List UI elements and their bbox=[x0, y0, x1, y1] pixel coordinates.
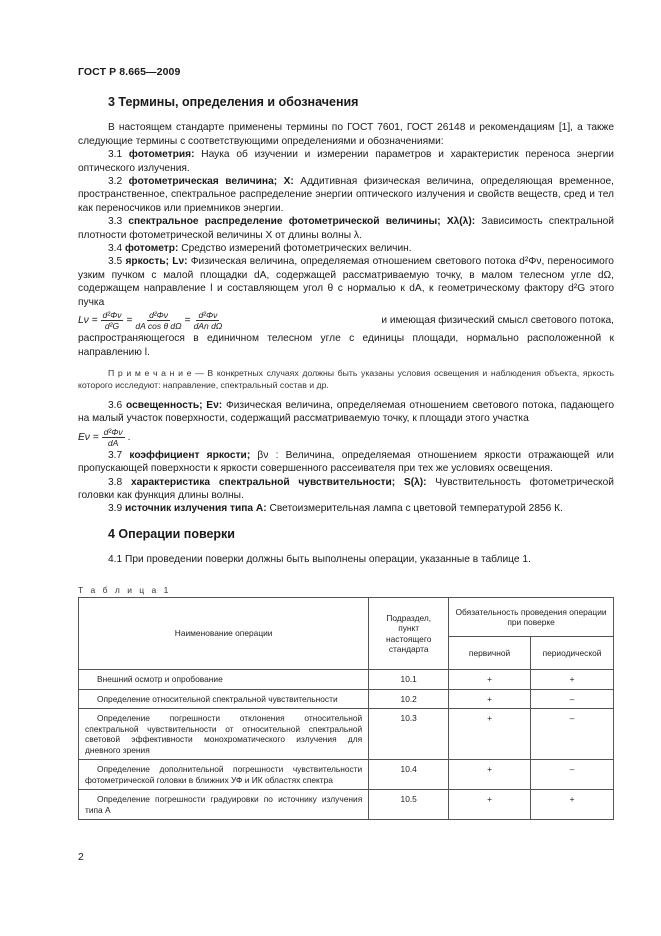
term-3-7: 3.7 коэффициент яркости; βν : Величина, определяемая отношением яркости отражающей или пропускающей поверхности к яркости совершенного рассеивателя при тех же условиях освещения. bbox=[78, 449, 614, 475]
term-3-8-name: характеристика спектральной чувствительности; S(λ): bbox=[130, 476, 427, 488]
operations-table bbox=[78, 597, 614, 820]
term-3-1: 3.1 фотометрия: Наука об изучении и измерении параметров и характеристик переноса энергии оптического излучения. bbox=[78, 149, 614, 174]
illuminance-formula: Eν = $\frac{\text{d²Φν}}{dA}$ . bbox=[78, 426, 131, 448]
term-3-7-name: коэффициент яркости; bbox=[129, 449, 251, 461]
section-3-intro: В настоящем стандарте применены термины по ГОСТ 7601, ГОСТ 26148 и рекомендациям [1], а также следующие термины с соответствующими определениями и обозначениями: bbox=[78, 122, 614, 147]
luminance-formula: Lν = $\frac{\text{d²Φν}}{\text{d²G}}$ = $\frac{\text{d²Φν}}{\text{dA cos θ dΩ}}$ = $\frac{\text{d²Φν}}{\text{dAn dΩ}}$ и имеющая физический смысл светового потока, bbox=[78, 310, 614, 332]
header-primary: первичной bbox=[449, 637, 531, 670]
header-periodic: периодической bbox=[531, 637, 614, 670]
formula-fraction-3: $\frac{\text{d²Φν}}{\text{dAn dΩ}}$ bbox=[193, 310, 223, 332]
term-3-5: 3.5 яркость; Lν: Физическая величина, определяемая отношением светового потока d²Φν, переносимого узким пучком с малой площадки dA, содержащей рассматриваемую точку, в малом телесном угле dΩ, содержащем направление l и составляющем угол θ с нормалью к dA, к геометрическому фактору d²G этого пучка bbox=[78, 256, 614, 308]
term-3-6-name: освещенность; Eν: bbox=[125, 399, 223, 411]
document-header: ГОСТ Р 8.665—2009 bbox=[78, 66, 181, 78]
page-body bbox=[78, 96, 614, 567]
header-section: Подраздел, пункт настоящего стандарта bbox=[369, 598, 449, 670]
term-3-3-name: спектральное распределение фотометрической величины; Xλ(λ): bbox=[128, 216, 476, 228]
term-3-5-continuation: распространяющегося в единичном телесном угле с единицы площади, нормально расположенной к направлению l. bbox=[78, 333, 614, 358]
section-3-title: 3 Термины, определения и обозначения bbox=[108, 95, 359, 109]
note-label: П р и м е ч а н и е bbox=[108, 367, 192, 378]
page-number: 2 bbox=[78, 851, 84, 863]
section-4-title: 4 Операции поверки bbox=[108, 526, 235, 541]
formula-lhs: Lν = bbox=[78, 314, 98, 326]
header-operation-name: Наименование операции bbox=[79, 598, 369, 670]
table-row: Определение дополнительной погрешности чувствительности фотометрической головки в ближних УФ и ИК областях спектра 10.4 + – bbox=[79, 760, 614, 790]
note: П р и м е ч а н и е — В конкретных случаях должны быть указаны условия освещения и наблюдения объекта, яркость которого исследуют: направление, спектральный состав и др. bbox=[78, 367, 615, 390]
term-3-1-name: фотометрия: bbox=[128, 149, 195, 161]
table-caption: Т а б л и ц а 1 bbox=[78, 585, 171, 595]
term-3-2: 3.2 фотометрическая величина; X: Аддитивная физическая величина, определяющая временное, пространственное, спектральное распределение энергии оптического излучения и свойств веществ, сред и тел как переносчиков или приемников энергии. bbox=[78, 176, 614, 214]
term-3-2-name: фотометрическая величина; X: bbox=[128, 176, 294, 188]
term-3-9: 3.9 источник излучения типа А: Светоизмерительная лампа с цветовой температурой 2856 К. bbox=[108, 503, 563, 515]
illuminance-fraction: $\frac{\text{d²Φν}}{dA}$ bbox=[103, 426, 123, 448]
table-row: Определение погрешности отклонения относительной спектральной чувствительности от относительной спектральной световой эффективности монохроматического излучения для дневного зрения 10.3 + – bbox=[79, 709, 614, 760]
term-3-6: 3.6 освещенность; Eν: Физическая величина, определяемая отношением светового потока, падающего на малый участок поверхности, содержащий рассматриваемую точку, к площади этого участка bbox=[78, 399, 614, 425]
formula-trailing-text: и имеющая физический смысл светового потока, bbox=[381, 314, 614, 326]
term-3-4: 3.4 фотометр: Средство измерений фотометрических величин. bbox=[108, 243, 412, 255]
formula-fraction-2: $\frac{\text{d²Φν}}{\text{dA cos θ dΩ}}$ bbox=[135, 310, 182, 332]
table-row: Определение погрешности градуировки по источнику излучения типа А 10.5 + + bbox=[79, 790, 614, 820]
header-obligation: Обязательность проведения операции при поверке bbox=[449, 598, 614, 637]
table-row: Определение относительной спектральной чувствительности 10.2 + – bbox=[79, 689, 614, 709]
table-row: Внешний осмотр и опробование 10.1 + + bbox=[79, 670, 614, 690]
term-3-9-name: источник излучения типа А: bbox=[125, 503, 267, 515]
term-3-4-name: фотометр: bbox=[125, 243, 179, 255]
paragraph-4-1: 4.1 При проведении поверки должны быть выполнены операции, указанные в таблице 1. bbox=[108, 554, 531, 566]
formula-fraction-1: $\frac{\text{d²Φν}}{\text{d²G}}$ bbox=[102, 310, 122, 332]
term-3-3: 3.3 спектральное распределение фотометрической величины; Xλ(λ): Зависимость спектральной плотности фотометрической величины X от длины волны λ. bbox=[78, 216, 614, 241]
term-3-5-name: яркость; Lν: bbox=[125, 256, 188, 268]
term-3-8: 3.8 характеристика спектральной чувствительности; S(λ): Чувствительность фотометрической головки как функция длины волны. bbox=[78, 476, 614, 501]
